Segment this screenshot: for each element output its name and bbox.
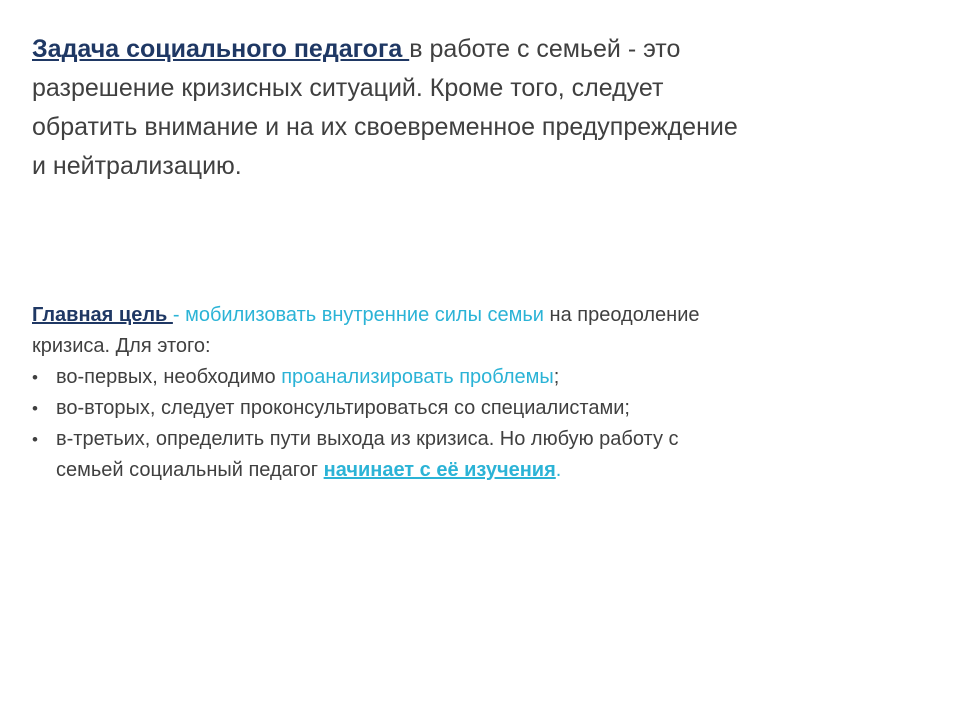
intro-heading: Задача социального педагога xyxy=(32,35,410,63)
bullet-marker: • xyxy=(32,399,38,418)
bullet-first-accent: проанализировать проблемы xyxy=(281,366,554,388)
goal-accent: мобилизовать внутренние силы семьи xyxy=(185,304,544,326)
goal-text: на преодоление xyxy=(543,304,700,326)
bullet-marker: • xyxy=(32,368,38,387)
bullet-third-line-2: семьей социальный педагог xyxy=(56,459,324,481)
bullet-first-suffix: ; xyxy=(553,366,560,388)
bullet-item-third xyxy=(32,424,892,486)
bullet-list xyxy=(32,362,892,486)
goal-paragraph xyxy=(32,300,892,362)
intro-text-line-3: обратить внимание и на их своевременное предупреждение xyxy=(32,113,738,141)
bullet-item-first xyxy=(32,362,892,393)
intro-paragraph xyxy=(32,30,892,186)
goal-dash: - xyxy=(172,304,186,326)
bullet-second-text: во-вторых, следует проконсультироваться со специалистами; xyxy=(56,397,630,419)
intro-text-line-4: и нейтрализацию. xyxy=(32,152,242,180)
bullet-marker: • xyxy=(32,430,38,449)
goal-text-line-2: кризиса. Для этого: xyxy=(32,335,211,357)
bullet-third-accent-link: начинает с её изучения xyxy=(323,459,556,481)
intro-text-line-2: разрешение кризисных ситуаций. Кроме того, следует xyxy=(32,74,664,102)
bullet-first-prefix: во-первых, необходимо xyxy=(56,366,282,388)
bullet-third-end: . xyxy=(555,459,562,481)
bullet-item-second xyxy=(32,393,892,424)
goal-section xyxy=(32,300,892,486)
goal-heading: Главная цель xyxy=(32,304,173,326)
bullet-third-line-1: в-третьих, определить пути выхода из кризиса. Но любую работу с xyxy=(56,428,679,450)
intro-text-line-1: в работе с семьей - это xyxy=(409,35,681,63)
